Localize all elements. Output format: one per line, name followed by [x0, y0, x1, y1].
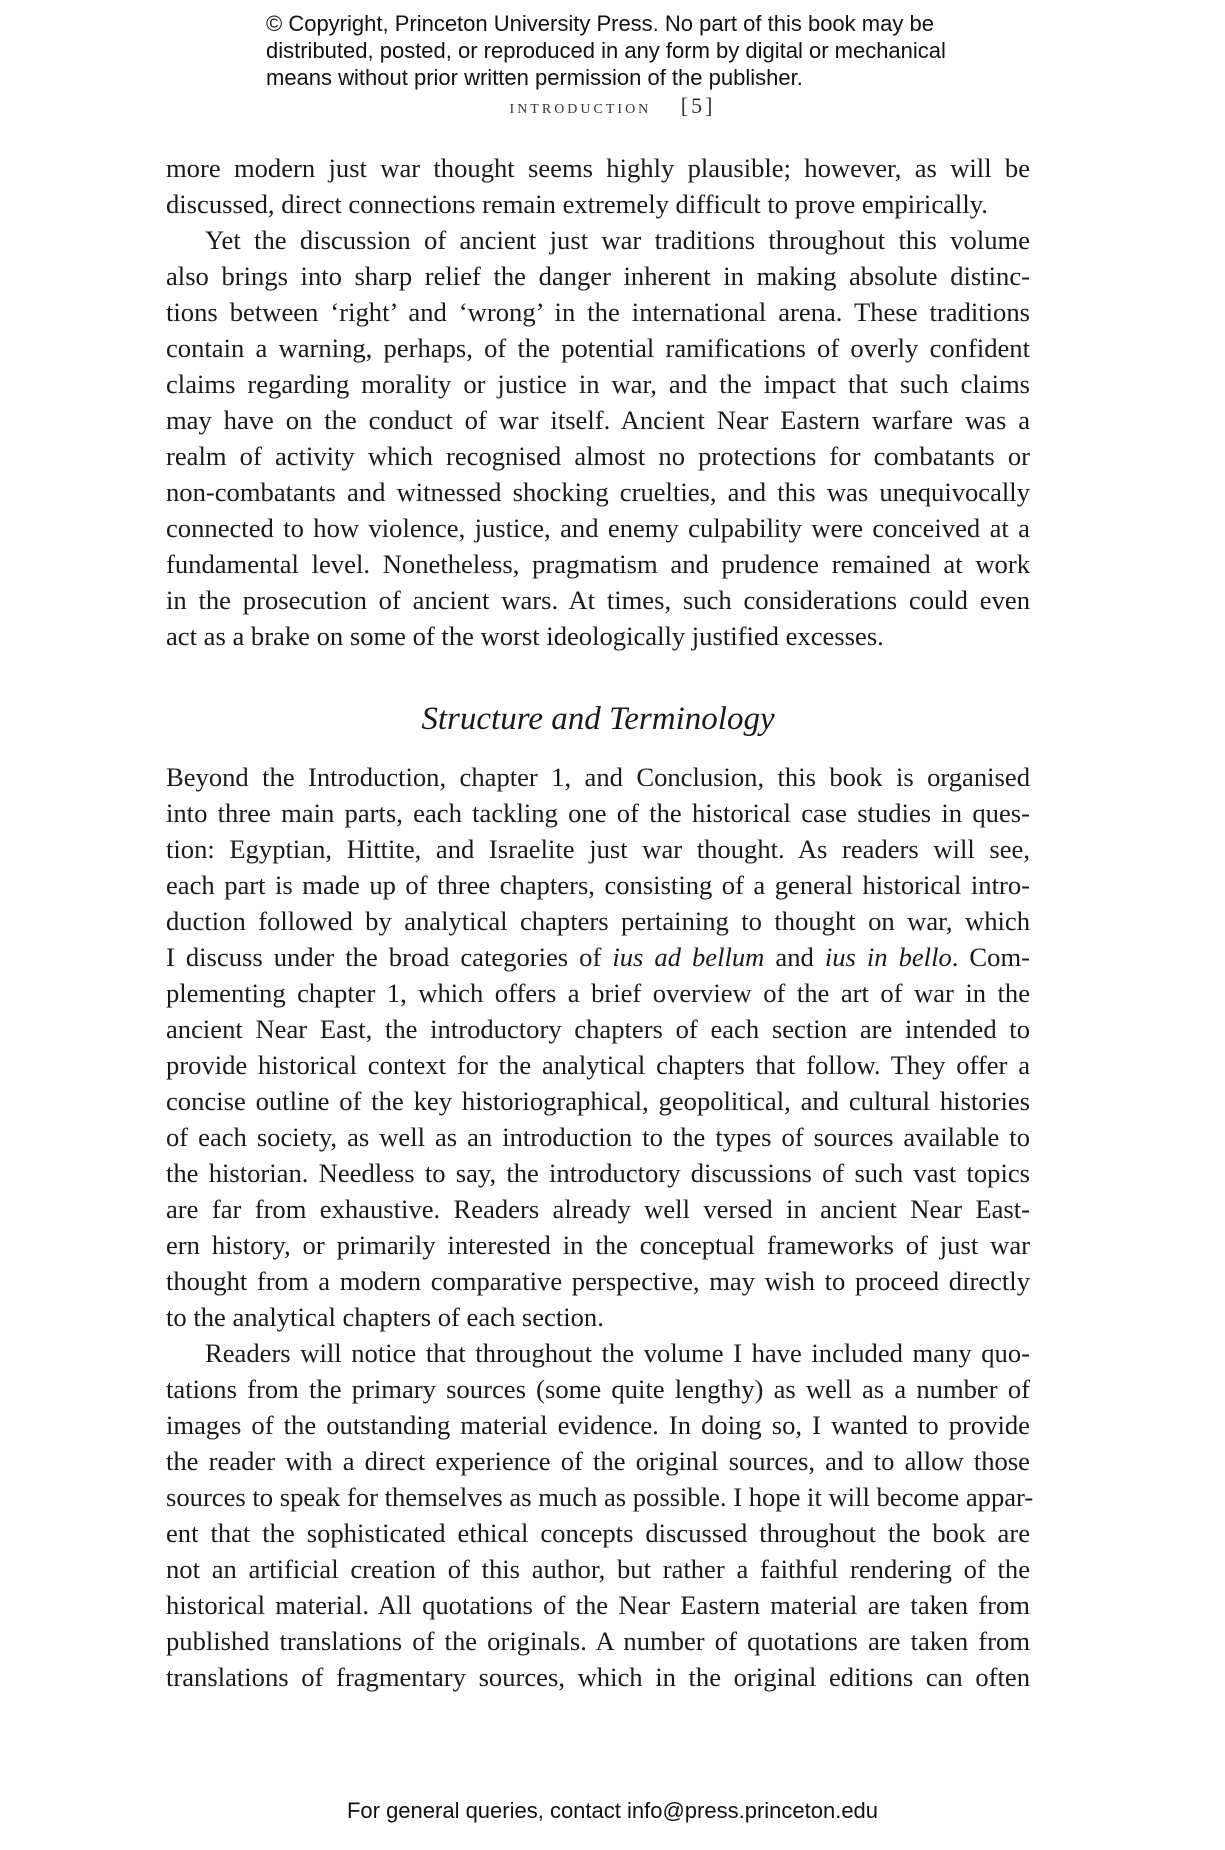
text-line: images of the outstanding material evidence. In doing so, I wanted to provide: [166, 1410, 1030, 1440]
paragraph: [166, 222, 1030, 654]
text-line: fundamental level. Nonetheless, pragmatism and prudence remained at work: [166, 549, 1030, 579]
text-line: more modern just war thought seems highly plausible; however, as will be: [166, 153, 1030, 183]
page-number: [5]: [680, 93, 716, 118]
text-line: act as a brake on some of the worst ideologically justified excesses.: [166, 621, 884, 651]
copyright-line: distributed, posted, or reproduced in any form by digital or mechanical: [266, 38, 946, 63]
text-line: into three main parts, each tackling one of the historical case studies in ques-: [166, 798, 1030, 828]
running-head: [0, 93, 1225, 119]
text-line: published translations of the originals. A number of quotations are taken from: [166, 1626, 1030, 1656]
text-run: . Com-: [951, 942, 1031, 972]
text-line: contain a warning, perhaps, of the potential ramifications of overly confident: [166, 333, 1030, 363]
text-line: Beyond the Introduction, chapter 1, and Conclusion, this book is organised: [166, 762, 1030, 792]
text-run: and: [764, 942, 825, 972]
latin-term: ius in bello: [824, 942, 952, 972]
text-line: ent that the sophisticated ethical concepts discussed throughout the book are: [166, 1518, 1030, 1548]
text-line: to the analytical chapters of each section.: [166, 1302, 604, 1332]
text-line: thought from a modern comparative perspective, may wish to proceed directly: [166, 1266, 1030, 1296]
text-line: tions between ‘right’ and ‘wrong’ in the international arena. These traditions: [166, 297, 1030, 327]
text-line: concise outline of the key historiographical, geopolitical, and cultural histories: [166, 1086, 1030, 1116]
text-line: sources to speak for themselves as much as possible. I hope it will become appar-: [166, 1482, 1034, 1512]
text-line: discussed, direct connections remain extremely difficult to prove empirically.: [166, 189, 988, 219]
text-line: claims regarding morality or justice in war, and the impact that such claims: [166, 369, 1030, 399]
paragraph: [166, 1335, 1034, 1695]
text-line: ancient Near East, the introductory chapters of each section are intended to: [166, 1014, 1030, 1044]
text-line: Readers will notice that throughout the volume I have included many quo-: [205, 1338, 1030, 1368]
text-line: duction followed by analytical chapters pertaining to thought on war, which: [166, 906, 1030, 936]
text-line: connected to how violence, justice, and enemy culpability were conceived at a: [166, 513, 1030, 543]
text-line: historical material. All quotations of the Near Eastern material are taken from: [166, 1590, 1030, 1620]
footer-contact: For general queries, contact info@press.princeton.edu: [346, 1798, 879, 1823]
text-line: translations of fragmentary sources, which in the original editions can often: [166, 1662, 1030, 1692]
text-line: provide historical context for the analytical chapters that follow. They offer a: [166, 1050, 1030, 1080]
text-line: realm of activity which recognised almost no protections for combatants or: [166, 441, 1030, 471]
copyright-notice: [266, 10, 1026, 91]
paragraph-continued: [166, 150, 1030, 222]
latin-term: ius ad bellum: [612, 942, 765, 972]
text-line: also brings into sharp relief the danger inherent in making absolute distinc-: [166, 261, 1030, 291]
text-line: may have on the conduct of war itself. Ancient Near Eastern warfare was a: [166, 405, 1030, 435]
running-head-title: introduction: [509, 96, 652, 118]
text-line: of each society, as well as an introduction to the types of sources available to: [166, 1122, 1030, 1152]
text-line: Yet the discussion of ancient just war traditions throughout this volume: [205, 225, 1030, 255]
copyright-line: © Copyright, Princeton University Press. No part of this book may be: [266, 11, 934, 36]
paragraph: [166, 759, 1030, 1335]
section-heading: Structure and Terminology: [421, 701, 775, 737]
text-line: not an artificial creation of this author, but rather a faithful rendering of the: [166, 1554, 1030, 1584]
text-line-with-terms: [166, 939, 1030, 975]
text-line: are far from exhaustive. Readers already well versed in ancient Near East-: [166, 1194, 1030, 1224]
copyright-line: means without prior written permission of the publisher.: [266, 65, 803, 90]
text-run: I discuss under the broad categories of: [166, 942, 613, 972]
text-line: in the prosecution of ancient wars. At times, such considerations could even: [166, 585, 1030, 615]
text-line: the historian. Needless to say, the introductory discussions of such vast topics: [166, 1158, 1030, 1188]
body-text: [166, 150, 1034, 1695]
text-line: each part is made up of three chapters, consisting of a general historical intro-: [166, 870, 1030, 900]
text-line: plementing chapter 1, which offers a brief overview of the art of war in the: [166, 978, 1030, 1008]
text-line: the reader with a direct experience of the original sources, and to allow those: [166, 1446, 1030, 1476]
text-line: ern history, or primarily interested in the conceptual frameworks of just war: [166, 1230, 1030, 1260]
text-line: tations from the primary sources (some quite lengthy) as well as a number of: [166, 1374, 1030, 1404]
text-line: tion: Egyptian, Hittite, and Israelite just war thought. As readers will see,: [166, 834, 1030, 864]
text-line: non-combatants and witnessed shocking cruelties, and this was unequivocally: [166, 477, 1030, 507]
